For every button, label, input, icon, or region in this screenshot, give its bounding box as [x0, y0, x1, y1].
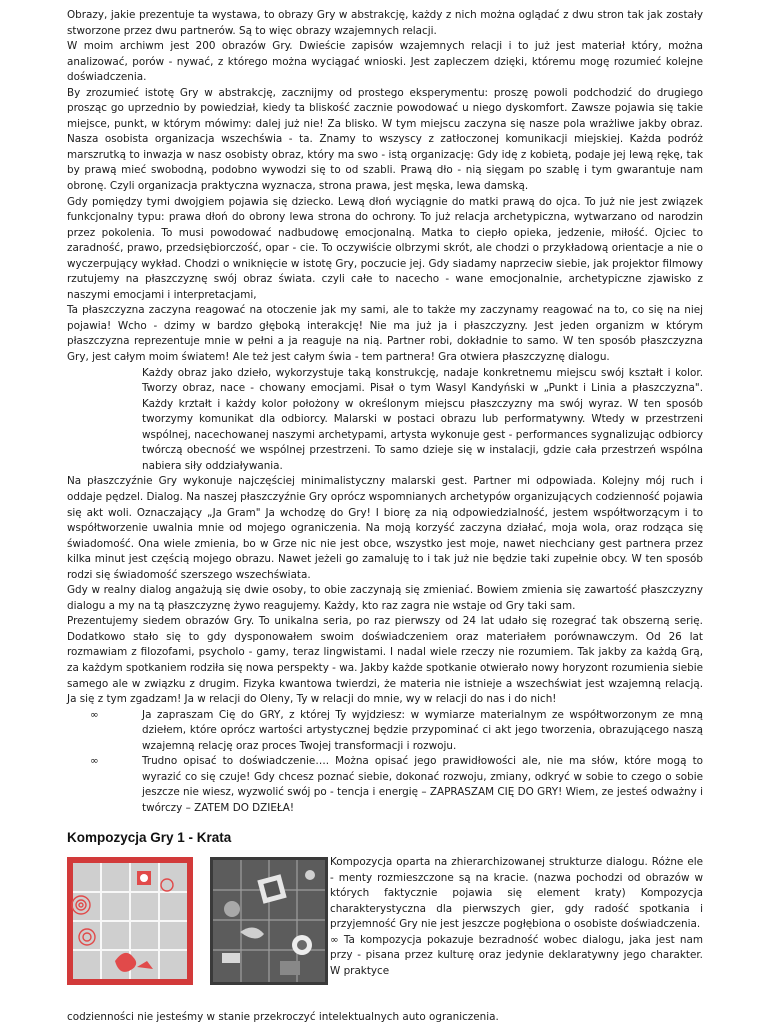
body-section	[67, 474, 703, 707]
caption-paragraph: ∞ Ta kompozycja pokazuje bezradność wobec dialogu, jaka jest nam przy - pisana przez kulturę oraz jedynie deklaratywny jego charakter. W praktyce	[330, 933, 703, 977]
figure-row	[67, 855, 703, 1035]
paragraph: W moim archiwm jest 200 obrazów Gry. Dwieście zapisów wzajemnych relacji i to już jest materiał który, można analizować, porów - nywać, z którego można wyciągać wnioski. Jest zapleczem dzięki, któremu mogę rozumieć kolejne doświadczenia.	[67, 40, 703, 84]
caption-paragraph: Kompozycja oparta na zhierarchizowanej strukturze dialogu. Różne ele - menty rozmieszczone są na kracie. (nazwa pochodzi od obrazów w których faktycznie pojawia się element kraty) Kompozycja charakterystyczna dla pierwszych gier, gdy radość spotkania i przyjemność Gry nie jest jeszcze pogłębiona o osobiste doświadczenia.	[330, 855, 703, 931]
paragraph: Prezentujemy siedem obrazów Gry. To unikalna seria, po raz pierwszy od 24 lat udało się rozegrać tak obszerną serię. Dodatkowo stało się to gdy dysponowałem swoim doświadczeniem oraz materiałem porównawczym. Od 26 lat rozmawiam z filozofami, psycholo - gamy, teraz lingwistami. I nadal wiele rzeczy nie rozumiem. Tak jakby za każdą Grą, za każdym spotkaniem rodziła się nowa perspekty - wa. Jakby każde spotkanie otwierało nowy horyzont rozumienia siebie samego ale w związku z drugim. Fizyka kwantowa twierdzi, że materia nie istnieje a wszechświat jest wzajemną relacją. Ja się z tym zgadzam! Ja w relacji do Oleny, Ty w relacji do mnie, wy w relacji do nas i do nich!	[67, 615, 703, 706]
document-page	[67, 8, 703, 1035]
infinity-icon: ∞	[90, 708, 99, 721]
paragraph: By zrozumieć istotę Gry w abstrakcję, zacznijmy od prostego eksperymentu: proszę powoli podchodzić do drugiego prosząc go uprzednio by powiedział, kiedy ta bliskość zacznie powodować u niego dyskomfort. Zawsze pojawia się takie miejsce, punkt, w którym mówimy: dalej już nie! Za blisko. W tym miejscu zaczyna się nasze pola wrażliwe jakby obraz. Nasza osobista organizacja wszechświa - ta. Znamy to wszyscy z zatłoczonej komunikacji miejskiej. Każda podróż marszrutką to inwazja w nasz osobisty obraz, który ma swo - istą organizację: Gdy idę z kobietą, podaje jej lewą rękę, tak by prawą mieć swobodną, podobno wywodzi się to od szabli. Prawą dło - nią sięgam po szablę i tym gwarantuje nam obronę. Czyli organizacja praktyczna wyznacza, strona prawa, jest męska, lewa damską.	[67, 86, 703, 193]
grid-painting-image	[67, 857, 193, 985]
figure-caption	[330, 855, 703, 979]
grid-painting-photo	[210, 857, 328, 985]
paragraph: Gdy w realny dialog angażują się dwie osoby, to obie zaczynają się zmieniać. Bowiem zmienia się zawartość płaszczyzny dialogu a my na tą płaszczyznę żywo reagujemy. Każdy, kto raz zagra nie wstaje od Gry taki sam.	[67, 584, 703, 612]
infinity-icon: ∞	[90, 755, 99, 768]
section-heading: Kompozycja Gry 1 - Krata	[67, 830, 232, 846]
intro-section	[67, 8, 703, 366]
paragraph: Gdy pomiędzy tymi dwojgiem pojawia się dziecko. Lewą dłoń wyciągnie do matki prawą do ojca. To już nie jest związek funkcjonalny typu: prawa dłoń do obrony lewa strona do ochrony. To już relacja archetypiczna, wytwarzano od narodzin przez pokolenia. To musi powodować nadbudowę emocjonalną. Matka to ciepło opieka, jedzenie, miłość. Ojciec to zaradność, prawo, przedsiębiorczość, opar - cie. To oczywiście olbrzymi skrót, ale chodzi o przykładową orientacje a nie o wyczerpujący wykład. Chodzi o wniknięcie w istotę Gry, poczucie jej. Gdy siadamy naprzeciw siebie, jak projektor filmowy rzutujemy na płaszczyznę swój obraz świata. czyli całe to nacecho - wane emocjonalnie, archetypiczne zjawisko z naszymi emocjami i interpretacjami,	[67, 195, 703, 301]
bullet-text: Ja zapraszam Cię do GRY, z której Ty wyjdziesz: w wymiarze materialnym ze współtworzonym ze mną dziełem, które oprócz wartości artystycznej będzie przypominać ci akt jego tworzenia, obrazującego naszą wzajemną relację oraz proces Twojej transformacji i rozwoju.	[142, 708, 703, 752]
paragraph: Na płaszczyźnie Gry wykonuje najczęściej minimalistyczny malarski gest. Partner mi odpowiada. Kolejny mój ruch i oddaje pędzel. Dialog. Na naszej płaszczyźnie Gry oprócz wspomnianych archetypów organizujących codzienność pojawia się akt woli. Oznaczający „Ja Gram" Ja wchodzę do Gry! I biorę za nią odpowiedzialność, jestem współtworzącym i to współtworzenie uwalnia mnie od mojego ograniczenia. Na moją korzyść zaczyna działać, moja wola, oraz rodząca się świadomość. Ona wiele zmienia, bo w Grze nic nie jest obce, wszystko jest moje, nawet niechciany gest partnera przez kilka minut jest częścią mojego obrazu. Nawet jeżeli go zamaluję to i tak już nie będzie taki zupełnie obcy. W ten sposób rodzi się świadomość szerszego wszechświata.	[67, 475, 703, 581]
bullet-text: Trudno opisać to doświadczenie…. Można opisać jego prawidłowości ale, nie ma słów, które mogą to wyrazić co się czuje! Gdy chcesz poznać siebie, dokonać rozwoju, zmiany, odkryć w sobie to czego o sobie jeszcze nie wiesz, wyzwolić swój po - tencja i energię – ZAPRASZAM CIĘ DO GRY! Wiem, ze jesteś odważny i twórczy – ZATEM DO DZIEŁA!	[142, 755, 703, 814]
bullet-item	[67, 708, 703, 755]
indented-paragraph: Każdy obraz jako dzieło, wykorzystuje taką konstrukcję, nadaje konkretnemu miejscu swój kształt i kolor. Tworzy obraz, nace - chowany emocjami. Pisał o tym Wasyl Kandyński w „Punkt i Linia a płaszczyzna". Każdy krztałt i każdy kolor położony w określonym miejscu płaszczyzny ma swój wyraz. W ten sposób tworzymy komunikat dla odbiorcy. Malarski w postaci obrazu lub performatywny. Wtedy w przestrzeni wspólnej, nacechowanej naszymi archetypami, artysta wykonuje gest - performances sygnalizując odbiorcy twórczą obecność we wspólnej przestrzeni. To samo dzieje się w instalacji, gdzie cała przestrzeń wspólna nabiera siły oddziaływania.	[142, 366, 703, 472]
paragraph: Ta płaszczyzna zaczyna reagować na otoczenie jak my sami, ale to także my zaczynamy reagować na to, co się na niej pojawia! Wcho - dzimy w bardzo głęboką interakcję! Nie ma już ja i płaszczyzny. Jest jeden organizm w którym płaszczyzna reprezentuje mnie w pełni a ja reaguje na nią. Partner robi, dokładnie to samo. W ten sposób płaszczyzna Gry, jest całym moim światem! Ale też jest całym świa - tem partnera! Gra otwiera płaszczyznę dialogu.	[67, 304, 703, 364]
caption-continuation: codzienności nie jesteśmy w stanie przekroczyć intelektualnych auto ograniczenia.	[67, 1010, 499, 1023]
infinity-bullet-list	[67, 708, 703, 817]
paragraph: Obrazy, jakie prezentuje ta wystawa, to obrazy Gry w abstrakcję, każdy z nich można oglądać z dwu stron tak jak zostały stworzone przez dwu partnerów. Są to więc obrazy wzajemnych relacji.	[67, 9, 703, 37]
bullet-item	[67, 754, 703, 816]
